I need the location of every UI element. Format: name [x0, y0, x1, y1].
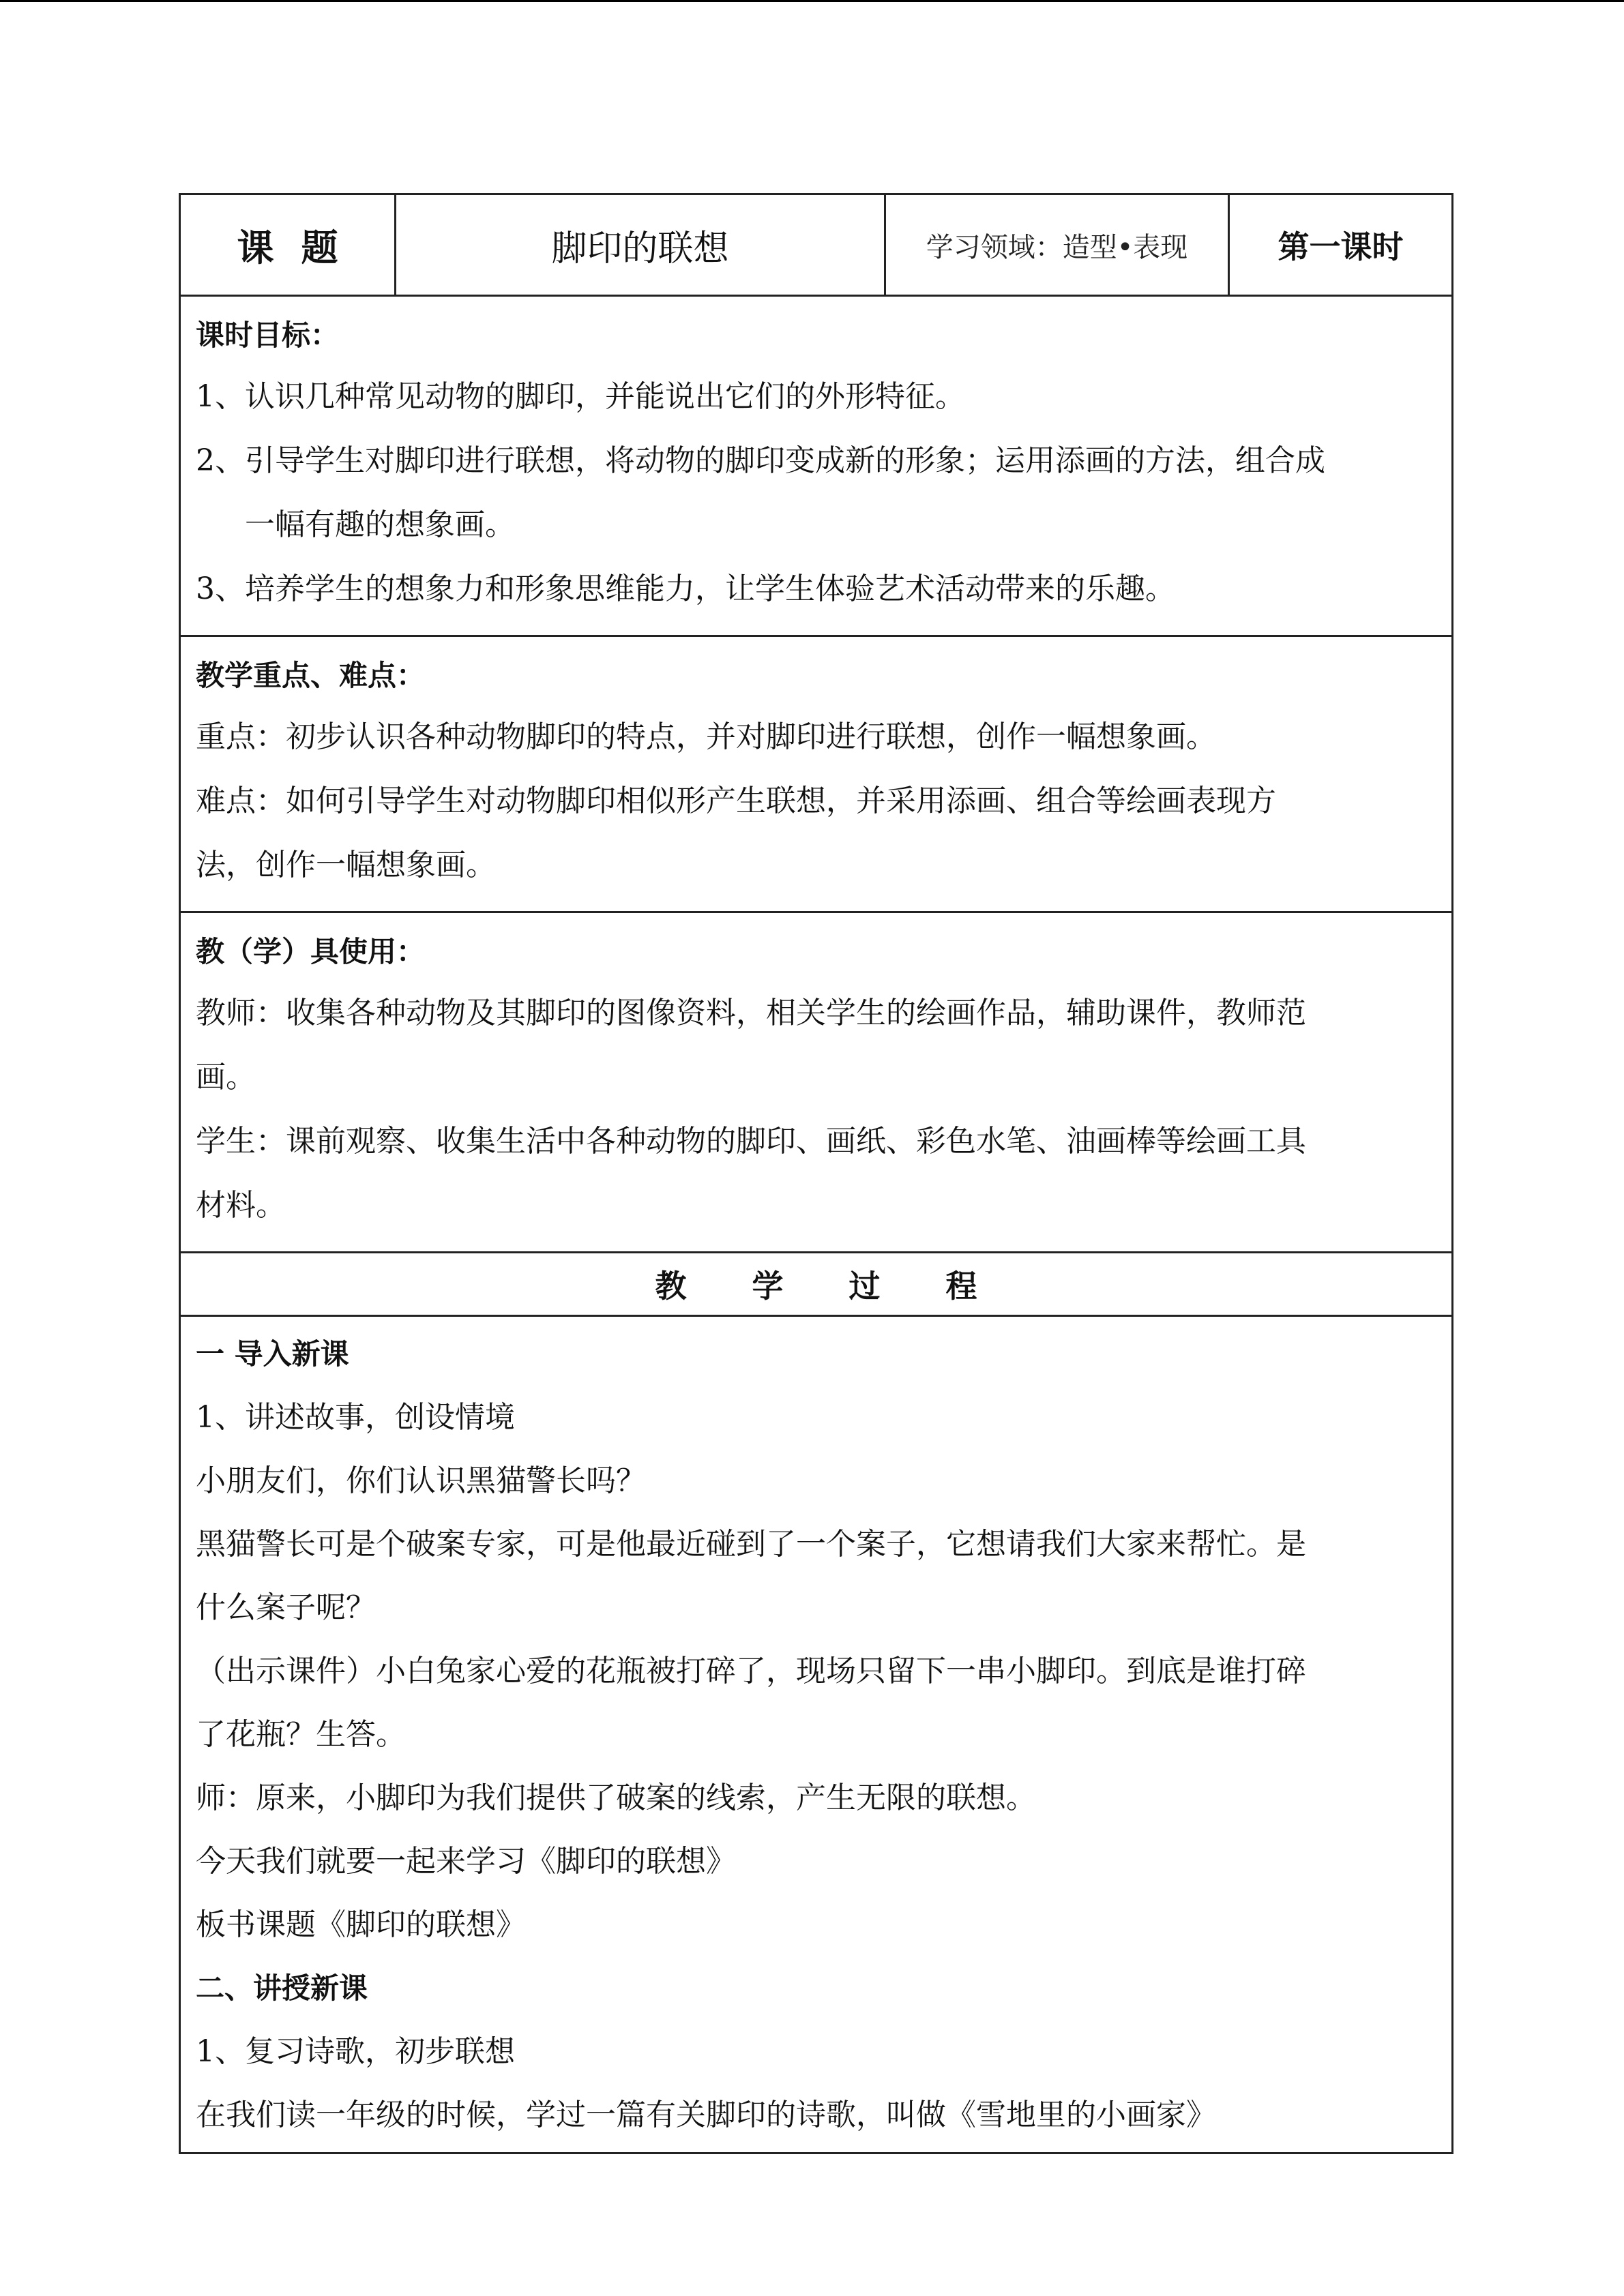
- process-line: 师：原来，小脚印为我们提供了破案的线索，产生无限的联想。: [196, 1780, 1036, 1815]
- process-line: 1、复习诗歌，初步联想: [196, 2034, 515, 2069]
- tools-line: 画。: [196, 1060, 256, 1094]
- objectives-title: 课时目标：: [196, 318, 340, 352]
- keypoints-section: [180, 636, 1453, 912]
- tools-line: 教师：收集各种动物及其脚印的图像资料，相关学生的绘画作品，辅助课件，教师范: [196, 996, 1306, 1030]
- process-line: 今天我们就要一起来学习《脚印的联想》: [196, 1844, 736, 1879]
- lesson-plan-table: [179, 193, 1453, 2154]
- process-heading: 二、讲授新课: [196, 1971, 368, 2005]
- process-line: 在我们读一年级的时候，学过一篇有关脚印的诗歌，叫做《雪地里的小画家》: [196, 2098, 1216, 2132]
- lesson-title: 脚印的联想: [396, 194, 885, 296]
- process-line: 小朋友们，你们认识黑猫警长吗？: [196, 1463, 646, 1498]
- objective-line: 3、培养学生的想象力和形象思维能力，让学生体验艺术活动带来的乐趣。: [196, 571, 1175, 606]
- objectives-row: [180, 296, 1453, 636]
- process-line: 板书课题《脚印的联想》: [196, 1907, 526, 1942]
- process-line: 什么案子呢？: [196, 1590, 376, 1625]
- process-section: [180, 1316, 1453, 2153]
- keypoint-line: 重点：初步认识各种动物脚印的特点，并对脚印进行联想，创作一幅想象画。: [196, 719, 1216, 754]
- process-heading: 一 导入新课: [196, 1337, 349, 1371]
- process-line: （出示课件）小白兔家心爱的花瓶被打碎了，现场只留下一串小脚印。到底是谁打碎: [196, 1654, 1306, 1688]
- tools-section: [180, 912, 1453, 1253]
- topic-label: 课题: [180, 194, 396, 296]
- process-title-row: [180, 1253, 1453, 1316]
- objectives-section: [180, 296, 1453, 636]
- keypoints-title: 教学重点、难点：: [196, 659, 426, 692]
- keypoint-line: 难点：如何引导学生对动物脚印相似形产生联想，并采用添画、组合等绘画表现方: [196, 784, 1276, 818]
- process-line: 了花瓶？生答。: [196, 1717, 406, 1752]
- objective-line: 一幅有趣的想象画。: [245, 507, 515, 542]
- objective-line: 1、认识几种常见动物的脚印，并能说出它们的外形特征。: [196, 379, 965, 414]
- process-row: [180, 1316, 1453, 2153]
- header-row: [180, 194, 1453, 296]
- tools-line: 学生：课前观察、收集生活中各种动物的脚印、画纸、彩色水笔、油画棒等绘画工具: [196, 1124, 1306, 1159]
- process-title: 教学过程: [655, 1268, 1043, 1304]
- lesson-period: 第一课时: [1229, 194, 1453, 296]
- keypoints-row: [180, 636, 1453, 912]
- learning-domain: 学习领域：造型•表现: [885, 194, 1229, 296]
- tools-row: [180, 912, 1453, 1253]
- objective-line: 2、引导学生对脚印进行联想，将动物的脚印变成新的形象；运用添画的方法，组合成: [196, 443, 1325, 478]
- tools-line: 材料。: [196, 1188, 286, 1223]
- tools-title: 教（学）具使用：: [196, 935, 426, 968]
- process-title-cell: [180, 1253, 1453, 1316]
- page-top-border: [0, 0, 1624, 2]
- process-line: 1、讲述故事，创设情境: [196, 1400, 515, 1435]
- process-line: 黑猫警长可是个破案专家，可是他最近碰到了一个案子，它想请我们大家来帮忙。是: [196, 1527, 1306, 1562]
- keypoint-line: 法，创作一幅想象画。: [196, 848, 496, 882]
